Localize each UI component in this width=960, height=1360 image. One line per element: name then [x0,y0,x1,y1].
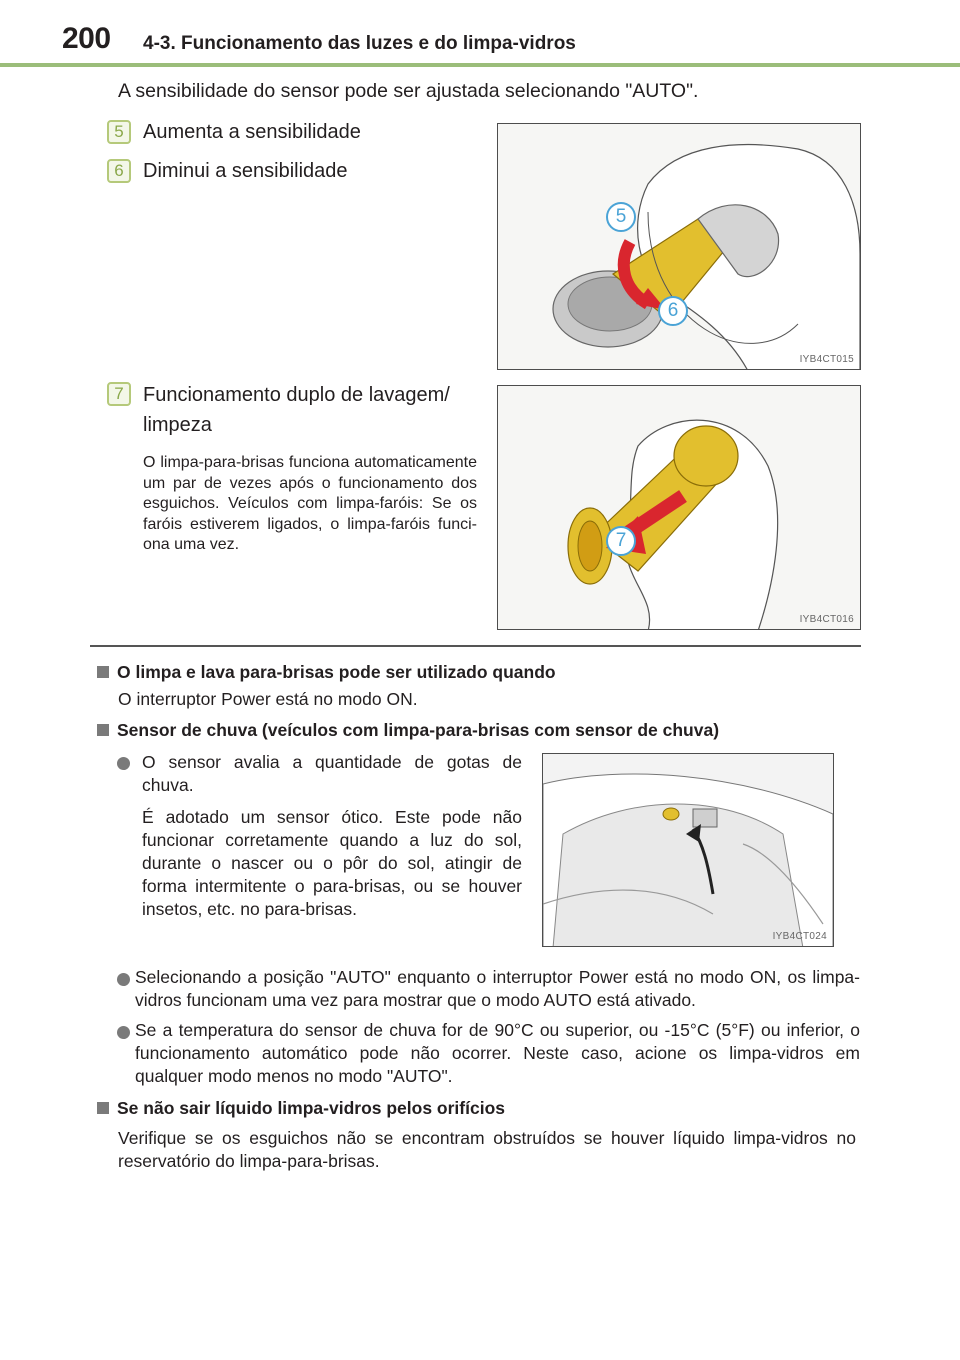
windshield-sensor-illustration [543,754,834,947]
square-bullet-icon [97,724,109,736]
page-number: 200 [62,22,111,55]
figure-code-2: IYB4CT016 [799,614,854,625]
round-bullet-icon [117,1026,130,1039]
round-bullet-icon [117,973,130,986]
lever-pull-illustration [498,386,861,630]
para-check-nozzles: Verifique se os esguichos não se encontram obstruídos se houver líquido limpa-vidros no reservatório do limpa-para-brisas. [118,1128,856,1171]
step-7-label-line2: limpeza [143,414,212,436]
step-7-label-line1: Funcionamento duplo de lavagem/ [143,384,450,406]
heading-usable-when [97,662,556,683]
bullet-sensor-drops: O sensor avalia a quantidade de gotas de chuva. [142,752,522,795]
heading-rain-sensor [97,720,719,741]
heading-text: Sensor de chuva (veículos com limpa-para-brisas com sensor de chuva) [117,720,720,740]
step-6-label: Diminui a sensibilidade [143,160,348,182]
header-rule [0,63,960,67]
callout-5: 5 [606,202,636,232]
bullet-temperature: Se a temperatura do sensor de chuva for de 90°C ou superior, ou -15°C (5°F) ou inferior, o funcionamento automático pode não ocorrer. Neste caso, acione os limpa-vidros em qualquer modo menos no modo "AUTO". [135,1020,860,1086]
section-divider [90,645,861,647]
bullet-sensor-detail: É adotado um sensor ótico. Este pode não funcionar corretamente quando a luz do sol, durante o nascer ou o pôr do sol, atingir de forma intermitente o para-brisas, ou se houver insetos, etc. no para-brisas. [142,807,522,919]
step-6-badge: 6 [107,159,131,183]
intro-text: A sensibilidade do sensor pode ser ajustada selecionando "AUTO". [118,80,699,102]
page-header [0,0,960,66]
figure-code-1: IYB4CT015 [799,354,854,365]
heading-text: O limpa e lava para-brisas pode ser utilizado quando [117,662,556,682]
square-bullet-icon [97,666,109,678]
square-bullet-icon [97,1102,109,1114]
heading-text: Se não sair líquido limpa-vidros pelos orifícios [117,1098,505,1118]
figure-sensitivity-knob [497,123,861,370]
callout-7: 7 [606,526,636,556]
figure-rain-sensor [542,753,834,947]
step-7-description: O limpa-para-brisas funciona automaticamente um par de vezes após o funcionamento dos esguichos. Veículos com limpa-faróis: Se os faróis estiverem ligados, o limpa-faróis funciona uma vez. [143,454,477,553]
section-title: 4-3. Funcionamento das luzes e do limpa-vidros [143,33,576,54]
round-bullet-icon [117,757,130,770]
callout-6: 6 [658,296,688,326]
bullet-auto-position: Selecionando a posição "AUTO" enquanto o interruptor Power está no modo ON, os limpa-vidros funcionam uma vez para mostrar que o modo AUTO está ativado. [135,967,860,1010]
para-power-on: O interruptor Power está no modo ON. [118,689,418,709]
step-5-label: Aumenta a sensibilidade [143,121,361,143]
step-5-badge: 5 [107,120,131,144]
knob-rotation-illustration [498,124,861,370]
heading-no-fluid [97,1098,505,1119]
figure-washer-lever [497,385,861,630]
figure-code-3: IYB4CT024 [772,931,827,942]
step-7-badge: 7 [107,382,131,406]
